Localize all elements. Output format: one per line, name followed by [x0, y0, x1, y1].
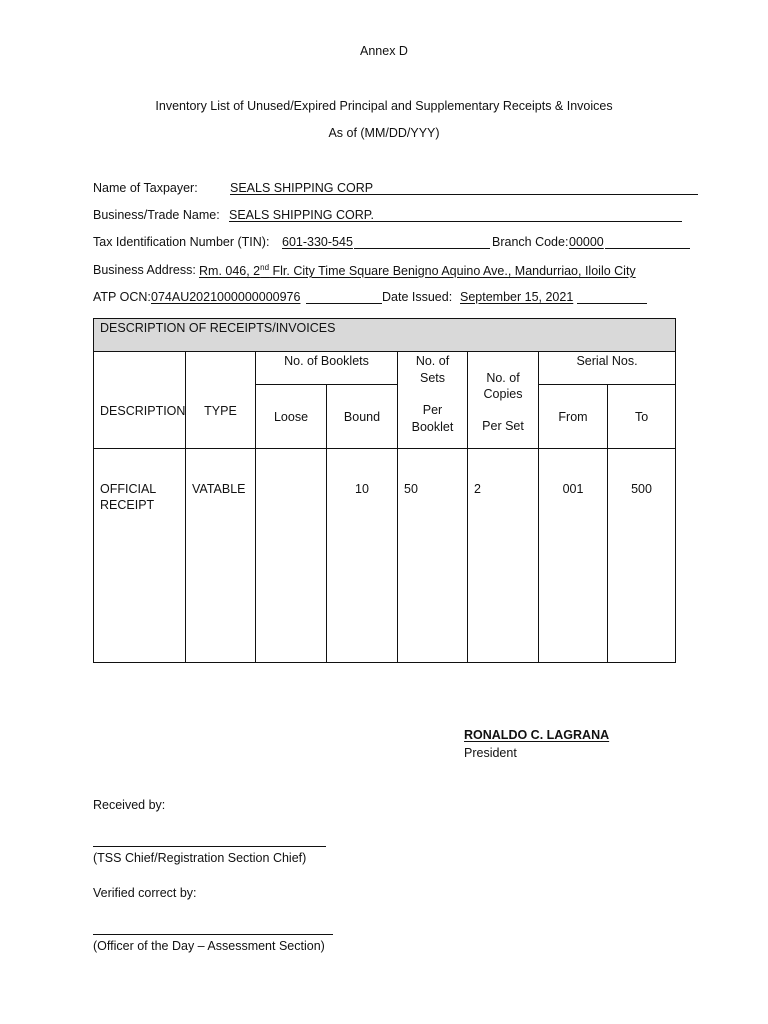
branch-code-value: 00000	[569, 235, 604, 249]
cell-bound: 10	[327, 449, 398, 663]
branch-code-label: Branch Code:	[492, 235, 569, 249]
col-serial-header: Serial Nos.	[539, 352, 676, 385]
taxpayer-fill-line	[358, 194, 698, 195]
taxpayer-label: Name of Taxpayer:	[93, 181, 198, 195]
cell-description: OFFICIAL RECEIPT	[94, 449, 186, 663]
annex-label: Annex D	[360, 44, 408, 58]
as-of-date: As of (MM/DD/YYY)	[328, 126, 440, 140]
trade-name-value: SEALS SHIPPING CORP.	[229, 208, 374, 222]
verified-by-role: (Officer of the Day – Assessment Section)	[93, 939, 325, 953]
signatory-name: RONALDO C. LAGRANA	[464, 728, 610, 742]
trade-name-fill-line	[364, 221, 682, 222]
taxpayer-value: SEALS SHIPPING CORP	[230, 181, 374, 195]
cell-copies: 2	[468, 449, 539, 663]
business-address-value: Rm. 046, 2nd Flr. City Time Square Benigno Aquino Ave., Mandurriao, Iloilo City	[199, 263, 636, 279]
atp-ocn-value: 074AU2021000000000976	[151, 290, 301, 304]
signatory-position: President	[464, 746, 517, 760]
col-from-header: From	[539, 385, 608, 449]
table-row	[94, 449, 676, 663]
tin-value: 601-330-545	[282, 235, 353, 249]
date-issued-fill-line	[577, 303, 647, 304]
document-title: Inventory List of Unused/Expired Principal and Supplementary Receipts & Invoices	[155, 99, 613, 113]
received-by-label: Received by:	[93, 798, 166, 812]
cell-loose	[256, 449, 327, 663]
verified-by-label: Verified correct by:	[93, 886, 197, 900]
cell-type: VATABLE	[186, 449, 256, 663]
cell-sets: 50	[398, 449, 468, 663]
col-type-header: TYPE	[186, 352, 256, 449]
atp-ocn-label: ATP OCN:	[93, 290, 151, 304]
cell-serial-to: 500	[608, 449, 676, 663]
cell-serial-from: 001	[539, 449, 608, 663]
business-address-label: Business Address:	[93, 263, 196, 277]
received-by-signature-line	[93, 846, 326, 847]
table-section-header: DESCRIPTION OF RECEIPTS/INVOICES	[94, 319, 676, 352]
atp-ocn-fill-line	[306, 303, 382, 304]
date-issued-value: September 15, 2021	[460, 290, 574, 304]
tin-fill-line	[354, 248, 490, 249]
col-bound-header: Bound	[327, 385, 398, 449]
col-copies-header: No. of Copies Per Set	[468, 352, 539, 449]
col-to-header: To	[608, 385, 676, 449]
col-description-header: DESCRIPTION	[94, 352, 186, 449]
tin-label: Tax Identification Number (TIN):	[93, 235, 270, 249]
receipts-table	[93, 318, 676, 663]
trade-name-label: Business/Trade Name:	[93, 208, 220, 222]
branch-code-fill-line	[605, 248, 690, 249]
date-issued-label: Date Issued:	[382, 290, 453, 304]
col-booklets-header: No. of Booklets	[256, 352, 398, 385]
verified-by-signature-line	[93, 934, 333, 935]
received-by-role: (TSS Chief/Registration Section Chief)	[93, 851, 307, 865]
col-loose-header: Loose	[256, 385, 327, 449]
col-sets-header: No. of Sets Per Booklet	[398, 352, 468, 449]
